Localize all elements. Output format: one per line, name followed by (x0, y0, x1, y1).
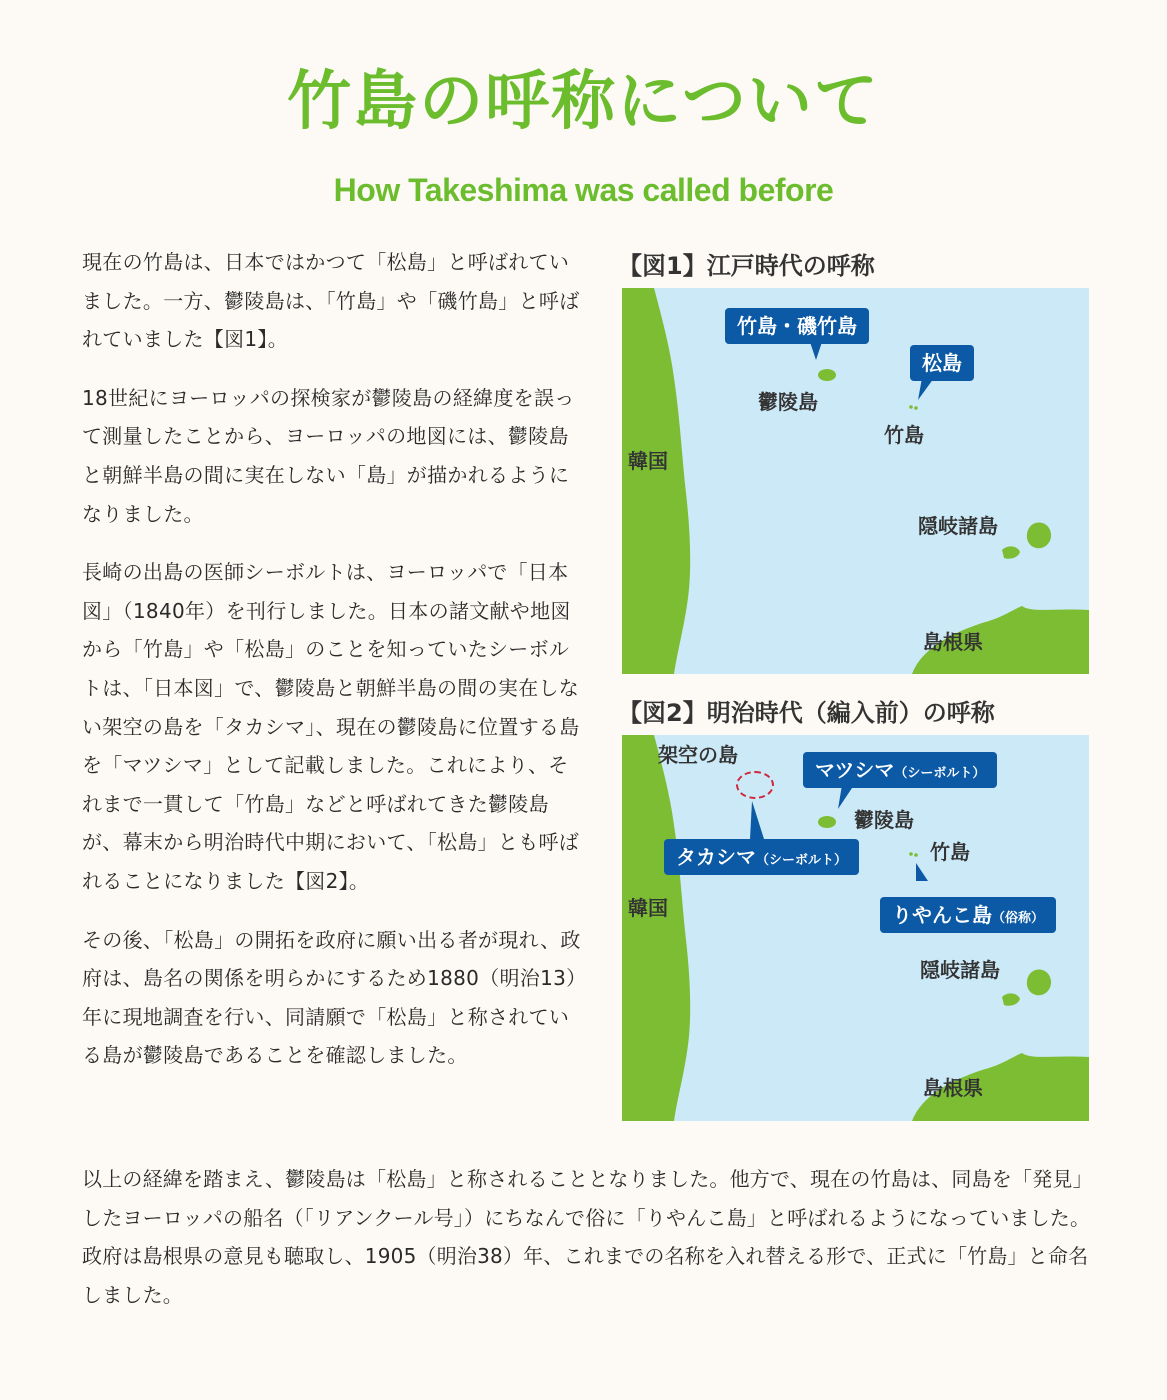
oki-dogo (1027, 523, 1051, 549)
takashima-pointer (750, 801, 764, 839)
label-takeshima-isotakeshima-bubble: 竹島・磯竹島 (725, 308, 869, 344)
paragraph-3: 長崎の出島の医師シーボルトは、ヨーロッパで「日本図」（1840年）を刊行しました。日本の諸文献や地図から「竹島」や「松島」のことを知っていたシーボルトは、「日本図」で、鬱陵島と朝鮮半島の間の実在しない架空の島を「タカシマ」、現在の鬱陵島に位置する島を「マツシマ」として記載しました。これにより、それまで一貫して「竹島」などと呼ばれてきた鬱陵島が、幕末から明治時代中期において、「松島」とも呼ばれることになりました【図2】。 (82, 560, 580, 893)
figure2-map (622, 735, 1089, 1121)
ulleungdo-island (818, 816, 836, 828)
figure1-map (622, 288, 1089, 674)
takeshima-islet-b (914, 853, 918, 857)
oki-dozen (1002, 546, 1020, 558)
bubble1-pointer (810, 342, 822, 360)
paragraph-1: 現在の竹島は、日本ではかつて「松島」と呼ばれていました。一方、鬱陵島は、「竹島」や「磯竹島」と呼ばれていました【図1】。 (82, 250, 580, 352)
label-ulleungdo: 鬱陵島 (854, 808, 914, 832)
text-column (82, 243, 587, 1095)
takeshima-islet-a (909, 405, 913, 409)
label-korea: 韓国 (628, 896, 668, 920)
label-takeshima: 竹島 (884, 423, 924, 447)
oki-dozen (1002, 993, 1020, 1005)
phantom-island-marker (736, 771, 774, 799)
paragraph-4: その後、「松島」の開拓を政府に願い出る者が現れ、政府は、島名の関係を明らかにするため1880（明治13）年に現地調査を行い、同請願で「松島」と称されている島が鬱陵島であることを確認しました。 (82, 927, 587, 1068)
label-matsushima-siebold-bubble: マツシマ（シーボルト） (803, 752, 997, 788)
korea-coast (622, 735, 690, 1121)
label-oki: 隠岐諸島 (918, 514, 998, 538)
label-oki: 隠岐諸島 (920, 958, 1000, 982)
label-ulleungdo: 鬱陵島 (758, 390, 818, 414)
label-shimane: 島根県 (923, 1076, 983, 1100)
label-korea: 韓国 (628, 449, 668, 473)
label-shimane: 島根県 (923, 630, 983, 654)
matsushima-pointer (838, 785, 854, 809)
paragraph-2: 18世紀にヨーロッパの探検家が鬱陵島の経緯度を誤って測量したことから、ヨーロッパの地図には、鬱陵島と朝鮮半島の間に実在しない「島」が描かれるようになりました。 (82, 385, 575, 526)
bubble2-pointer (918, 378, 934, 400)
riyanko-pointer (916, 863, 928, 881)
label-takeshima: 竹島 (930, 840, 970, 864)
figure2-title: 【図2】明治時代（編入前）の呼称 (618, 699, 995, 727)
figure1-title: 【図1】江戸時代の呼称 (618, 252, 875, 280)
paragraph-5: 以上の経緯を踏まえ、鬱陵島は「松島」と称されることとなりました。他方で、現在の竹島は、同島を「発見」したヨーロッパの船名（「リアンクール号」）にちなんで俗に「りやんこ島」と呼ばれるようになっていました。政府は島根県の意見も聴取し、1905（明治38）年、これまでの名称を入れ替える形で、正式に「竹島」と命名しました。 (82, 1167, 1091, 1307)
figure1-land (622, 288, 1089, 674)
page-subtitle: How Takeshima was called before (333, 172, 834, 208)
takeshima-islet-b (914, 406, 918, 410)
label-takashima-siebold-bubble: タカシマ（シーボルト） (664, 839, 859, 875)
korea-coast (622, 288, 690, 674)
oki-dogo (1027, 970, 1051, 996)
page-title: 竹島の呼称について (287, 65, 880, 139)
label-riyanko-bubble: りやんこ島（俗称） (880, 897, 1056, 933)
label-phantom-island: 架空の島 (658, 743, 738, 767)
takeshima-islet-a (909, 852, 913, 856)
ulleungdo-island (818, 369, 836, 381)
bottom-text (82, 1160, 1092, 1314)
label-matsushima-bubble: 松島 (910, 345, 974, 381)
